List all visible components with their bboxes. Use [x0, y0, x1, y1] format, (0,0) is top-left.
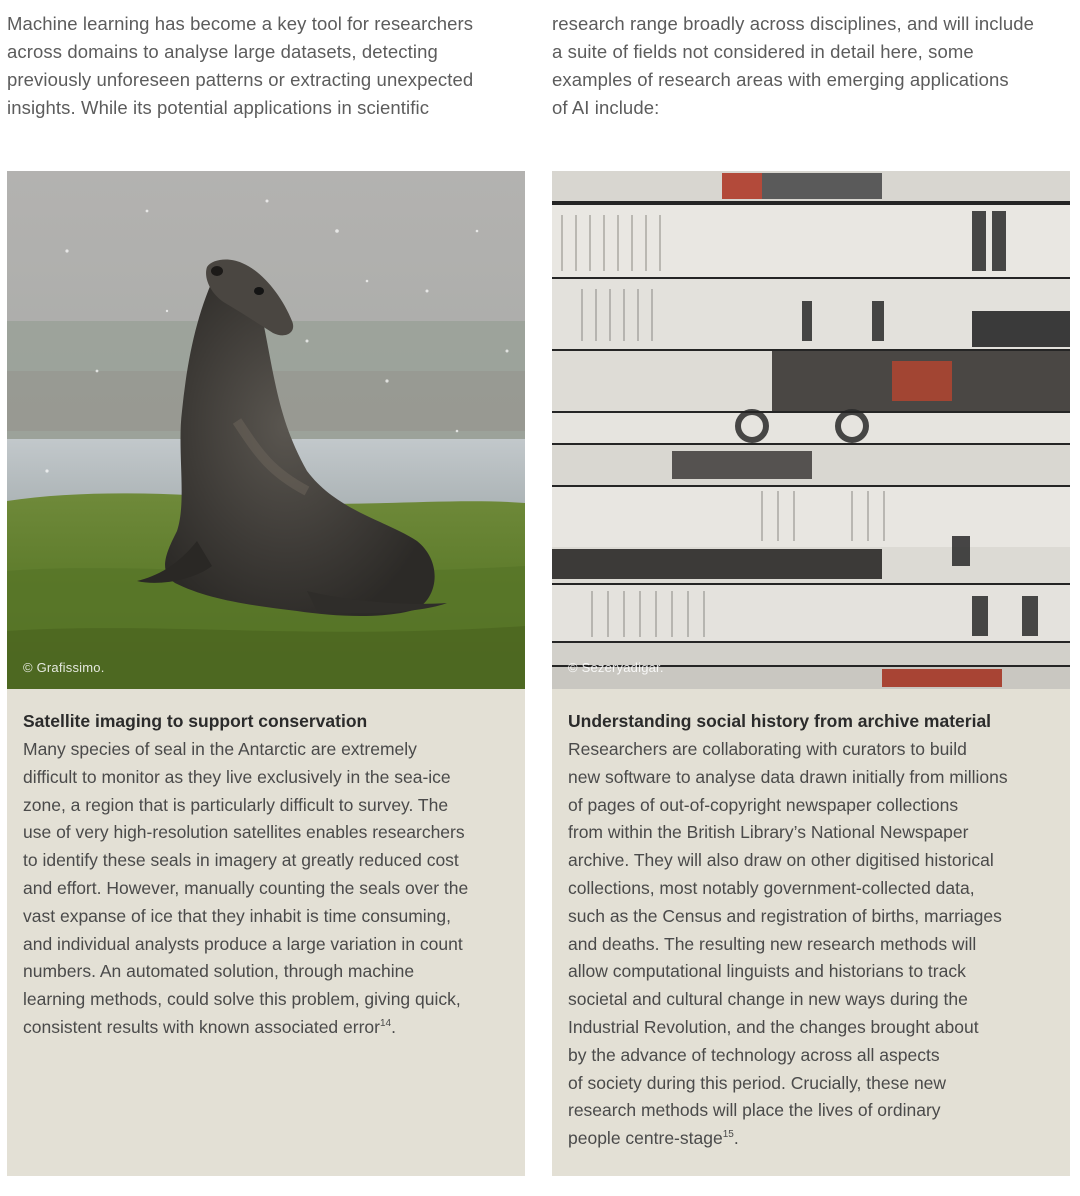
text-line: and deaths. The resulting new research methods will	[568, 933, 977, 954]
text-line: and effort. However, manually counting the seals over the	[23, 877, 469, 898]
text-line: and individual analysts produce a large variation in count	[23, 933, 463, 954]
text-line: Many species of seal in the Antarctic are extremely	[23, 739, 417, 759]
text-fragment: people centre-stage	[568, 1128, 723, 1149]
intro-line: Machine learning has become a key tool for researchers	[7, 13, 474, 34]
text-line: difficult to monitor as they live exclusively in the sea-ice	[23, 766, 451, 787]
text-line: of pages of out-of-copyright newspaper collections	[568, 794, 959, 815]
text-line: from within the British Library’s National Newspaper	[568, 822, 969, 843]
text-line: collections, most notably government-collected data,	[568, 877, 975, 898]
intro-line: insights. While its potential applications in scientific	[7, 97, 430, 118]
text-line: archive. They will also draw on other digitised historical	[568, 850, 994, 871]
text-line: to identify these seals in imagery at greatly reduced cost	[23, 850, 459, 871]
conservation-card	[7, 171, 525, 1176]
card-body	[7, 689, 525, 1042]
card-body	[552, 689, 1070, 1153]
text-line: allow computational linguists and historians to track	[568, 961, 966, 982]
seal-photo	[7, 171, 525, 689]
photo-credit: © Sezeryadigar.	[568, 660, 664, 675]
card-text	[23, 736, 509, 1042]
footnote-marker: 14	[379, 1018, 392, 1030]
intro-line: previously unforeseen patterns or extracting unexpected	[7, 69, 474, 90]
text-line: use of very high-resolution satellites enables researchers	[23, 822, 465, 843]
card-title: Satellite imaging to support conservation	[23, 711, 368, 731]
text-fragment: .	[391, 1016, 396, 1037]
text-line: vast expanse of ice that they inhabit is time consuming,	[23, 905, 452, 926]
newspapers-photo	[552, 171, 1070, 689]
intro-line: research range broadly across disciplines, and will include	[552, 13, 1035, 34]
intro-line: across domains to analyse large datasets, detecting	[7, 41, 438, 62]
text-line: research methods will place the lives of ordinary	[568, 1100, 941, 1121]
intro-left-column	[7, 10, 507, 122]
text-line: such as the Census and registration of births, marriages	[568, 905, 1002, 926]
intro-right-column	[552, 10, 1062, 122]
card-text	[568, 736, 1054, 1153]
text-line: societal and cultural change in new ways during the	[568, 989, 968, 1010]
text-fragment: consistent results with known associated error	[23, 1016, 380, 1037]
text-line: Industrial Revolution, and the changes brought about	[568, 1016, 979, 1037]
text-line: numbers. An automated solution, through machine	[23, 961, 415, 982]
text-line: of society during this period. Crucially, these new	[568, 1072, 947, 1093]
footnote-marker: 15	[722, 1129, 734, 1141]
photo-credit: © Grafissimo.	[23, 660, 105, 675]
intro-line: examples of research areas with emerging applications	[552, 69, 1009, 90]
social-history-card	[552, 171, 1070, 1176]
text-line: Researchers are collaborating with curators to build	[568, 739, 967, 759]
text-line: new software to analyse data drawn initially from millions	[568, 766, 1008, 787]
text-line: learning methods, could solve this problem, giving quick,	[23, 989, 461, 1010]
card-title: Understanding social history from archive material	[568, 711, 992, 731]
text-line: zone, a region that is particularly difficult to survey. The	[23, 794, 449, 815]
text-line-last	[568, 1125, 1054, 1153]
text-line: by the advance of technology across all aspects	[568, 1044, 940, 1065]
text-line-last	[23, 1014, 509, 1042]
seal-illustration	[7, 171, 525, 689]
intro-line: of AI include:	[552, 97, 660, 118]
newspaper-stack-illustration	[552, 171, 1070, 689]
text-fragment: .	[733, 1128, 739, 1149]
intro-line: a suite of fields not considered in detail here, some	[552, 41, 974, 62]
